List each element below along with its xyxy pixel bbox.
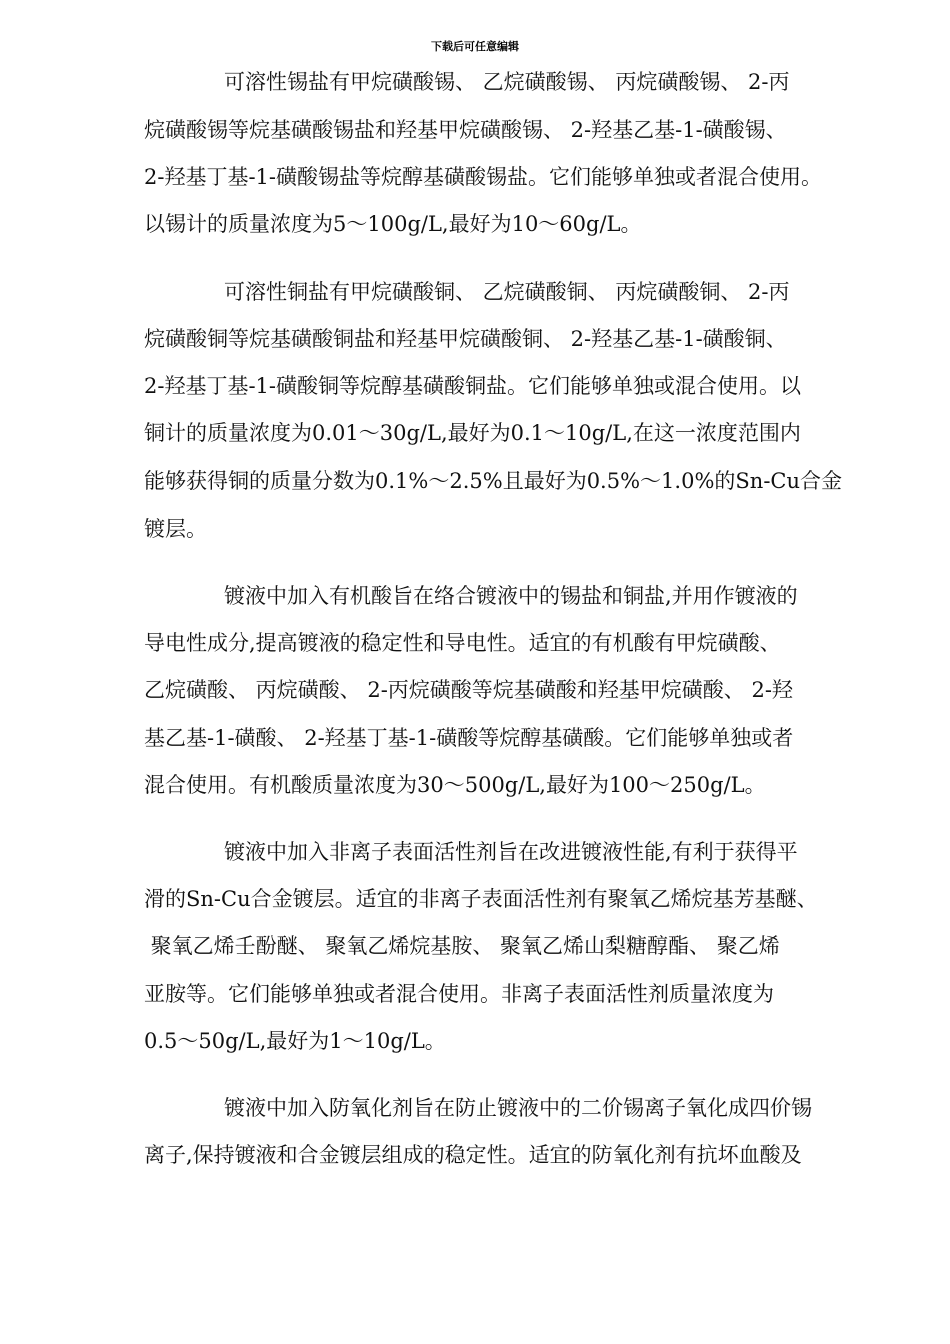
- text-line: 可溶性锡盐有甲烷磺酸锡、 乙烷磺酸锡、 丙烷磺酸锡、 2-丙: [224, 70, 790, 94]
- text-line: 铜计的质量浓度为0.01～30g/L,最好为0.1～10g/L,在这一浓度范围内: [144, 421, 801, 445]
- text-line: 烷磺酸铜等烷基磺酸铜盐和羟基甲烷磺酸铜、 2-羟基乙基-1-磺酸铜、: [144, 327, 787, 351]
- text-line: 滑的Sn-Cu合金镀层。适宜的非离子表面活性剂有聚氧乙烯烷基芳基醚、: [144, 887, 818, 911]
- text-line: 2-羟基丁基-1-磺酸锡盐等烷醇基磺酸锡盐。它们能够单独或者混合使用。: [144, 165, 823, 189]
- text-line: 能够获得铜的质量分数为0.1%～2.5%且最好为0.5%～1.0%的Sn-Cu合金: [144, 469, 843, 493]
- text-line: 基乙基-1-磺酸、 2-羟基丁基-1-磺酸等烷醇基磺酸。它们能够单独或者: [144, 726, 794, 750]
- text-line: 0.5～50g/L,最好为1～10g/L。: [144, 1029, 446, 1053]
- text-line: 镀液中加入防氧化剂旨在防止镀液中的二价锡离子氧化成四价锡: [224, 1096, 812, 1120]
- text-line: 可溶性铜盐有甲烷磺酸铜、 乙烷磺酸铜、 丙烷磺酸铜、 2-丙: [224, 280, 790, 304]
- text-line: 离子,保持镀液和合金镀层组成的稳定性。适宜的防氧化剂有抗坏血酸及: [144, 1143, 802, 1167]
- text-line: 导电性成分,提高镀液的稳定性和导电性。适宜的有机酸有甲烷磺酸、: [144, 631, 781, 655]
- text-line: 亚胺等。它们能够单独或者混合使用。非离子表面活性剂质量浓度为: [144, 982, 774, 1006]
- page-header: 下载后可任意编辑: [431, 40, 519, 53]
- text-line: 以锡计的质量浓度为5～100g/L,最好为10～60g/L。: [144, 212, 642, 236]
- text-line: 混合使用。有机酸质量浓度为30～500g/L,最好为100～250g/L。: [144, 773, 766, 797]
- text-line: 聚氧乙烯壬酚醚、 聚氧乙烯烷基胺、 聚氧乙烯山梨糖醇酯、 聚乙烯: [144, 934, 780, 958]
- text-line: 乙烷磺酸、 丙烷磺酸、 2-丙烷磺酸等烷基磺酸和羟基甲烷磺酸、 2-羟: [144, 678, 793, 702]
- text-line: 镀液中加入非离子表面活性剂旨在改进镀液性能,有利于获得平: [224, 840, 798, 864]
- text-line: 镀液中加入有机酸旨在络合镀液中的锡盐和铜盐,并用作镀液的: [224, 584, 798, 608]
- text-line: 烷磺酸锡等烷基磺酸锡盐和羟基甲烷磺酸锡、 2-羟基乙基-1-磺酸锡、: [144, 118, 787, 142]
- text-line: 镀层。: [144, 517, 207, 541]
- text-line: 2-羟基丁基-1-磺酸铜等烷醇基磺酸铜盐。它们能够单独或混合使用。以: [144, 374, 802, 398]
